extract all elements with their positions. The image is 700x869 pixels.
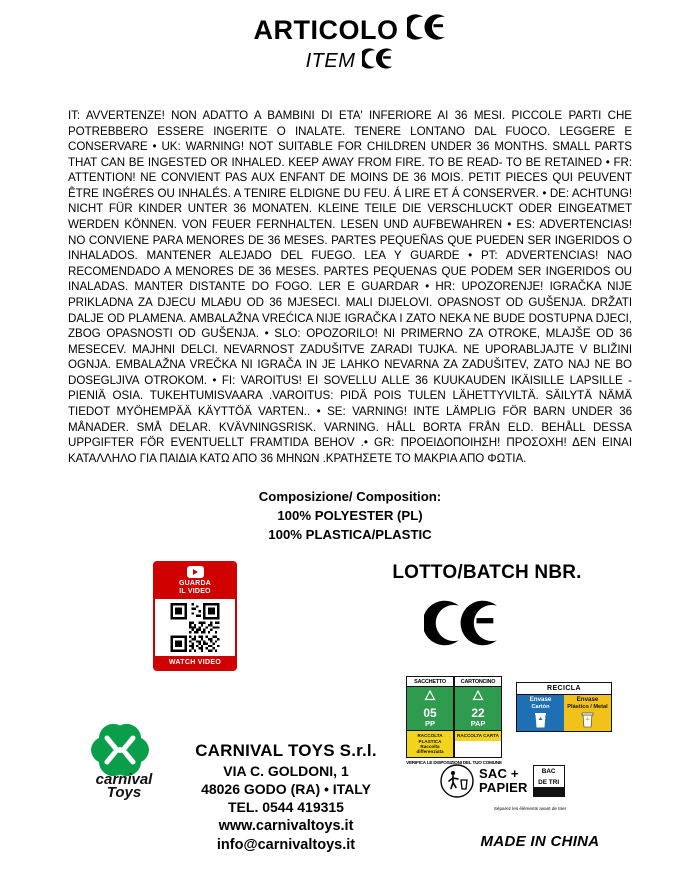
recycling-plastic-footer-2: Raccolta differenziata <box>416 744 444 755</box>
sac-papier-text <box>479 767 528 794</box>
watch-video-badge[interactable] <box>153 561 237 671</box>
recycle-bin-icon <box>533 711 548 728</box>
recycling-plastic-number: 05 <box>423 706 437 720</box>
page-header <box>0 0 700 75</box>
recycle-triangle-icon <box>470 690 486 702</box>
recycling-plastic-title: SACCHETTO <box>407 677 453 687</box>
recycling-paper-footer <box>455 730 501 740</box>
sac-line-1: SAC + <box>479 766 519 782</box>
recycling-plastic-footer <box>407 730 453 756</box>
recicla-carton-line2: Cartón <box>531 703 550 710</box>
bac-bar <box>534 787 564 796</box>
composition-line-2: 100% PLASTICA/PLASTIC <box>268 527 432 543</box>
video-badge-top <box>155 563 235 599</box>
ce-mark-icon <box>407 14 447 47</box>
recycling-verifica-note: VERIFICA LE DISPOSIZIONI DEL TUO COMUNE <box>406 759 502 765</box>
company-name: CARNIVAL TOYS S.r.l. <box>195 741 377 760</box>
bac-de-tri-box <box>533 765 565 797</box>
recicla-plastico-cell <box>564 694 611 731</box>
throw-in-bin-icon <box>440 764 474 798</box>
recycling-plastic-body <box>407 687 453 730</box>
company-info <box>176 740 396 854</box>
made-in-label: MADE IN CHINA <box>480 833 600 850</box>
bac-line-1: BAC <box>541 768 556 776</box>
recycling-paper-body <box>455 687 501 730</box>
video-badge-top-line2: IL VIDEO <box>179 588 211 596</box>
recicla-carton-line1: Envase <box>529 696 552 703</box>
recycling-paper-cell <box>454 676 502 758</box>
composition-label: Composizione/ Composition: <box>258 489 442 504</box>
recicla-plastico-line2: Plástico / Metal <box>567 703 608 710</box>
company-city: 48026 GODO (RA) • ITALY <box>201 781 371 798</box>
company-tel: TEL. 0544 419315 <box>228 799 344 816</box>
carnival-toys-logo-icon <box>76 722 172 800</box>
header-title-it: ARTICOLO <box>253 15 399 45</box>
ce-mark-large-icon <box>424 600 506 651</box>
video-badge-top-line1: GUARDA <box>179 580 211 587</box>
video-badge-bottom: WATCH VIDEO <box>155 656 235 669</box>
recicla-title: RECICLA <box>547 685 581 692</box>
recicla-plastico-line1: Envase <box>576 696 599 703</box>
batch-number-label: LOTTO/BATCH NBR. <box>392 562 582 583</box>
company-website[interactable]: www.carnivaltoys.it <box>218 817 354 834</box>
recycle-triangle-icon <box>422 690 438 702</box>
company-logo <box>76 722 172 805</box>
recycling-paper-abbr: PAP <box>470 718 486 728</box>
ce-mark-icon-small <box>362 48 394 75</box>
recycling-plastic-abbr: PP <box>424 718 435 728</box>
warnings-text: IT: AVVERTENZE! NON ADATTO A BAMBINI DI ETA' INFERIORE AI 36 MESI. PICCOLE PARTI CHE POTREBBERO ESSERE INGERITE O INALATE. TENERE LONTANO DAL FUOCO. LEGGERE E CONSERVARE • UK: WARNING! NOT SUITABLE FOR CHILDREN UNDER 36 MONTHS. SMALL PARTS THAT CAN BE INGESTED OR INHALED. KEEP AWAY FROM FIRE. TO BE READ- TO BE RETAINED • FR: ATTENTION! NE CONVIENT PAS AUX ENFANT DE MOINS DE 36 MOIS. PETIT PIECES QUI PEUVENT ÊTRE INGÉRES OU INHALÉS. A TENIRE ELDIGNE DU FEU. Á LIRE ET Á CONSERVER. • DE: ACHTUNG! NICHT FÜR KINDER UNTER 36 MONATEN. KLEINE TEILE DIE VERSCHLUCKT ODER EINGEATMET WERDEN KÖNNEN. VON FEUER FERNHALTEN. LESEN UND AUFBEWAHREN • ES: ADVERTENCIAS! NO CONVIENE PARA MENORES DE 36 MESES. PARTES PEQUEÑAS QUE PUEDEN SER INGERIDOS O INHALADOS. MANTENER ALEJADO DEL FUEGO. LEA Y GUARDE • PT: ADVERTENCIAS! NAO RECOMENDADO A MENORES DE 36 MESES. PARTES PEQUENAS QUE PODEM SER INGERIDOS OU INALADAS. MANTER DISTANTE DO FOGO. LER E GUARDAR • HR: UPOZORENJE! IGRAČKA NIJE PRIKLADNA ZA DJECU MLAĐU OD 36 MJESECI. MALI DIJELOVI. OPASNOST OD GUŠENJA. DRŽATI DALJE OD PLAMENA. AMBALAŽNA VREĆICA NIJE IGRAČKA I ZATO NEKA NE BUDE DOSTUPNA DJECI, ZBOG OPASNOSTI OD GUŠENJA. • SLO: OPOZORILO! NI PRIMERNO ZA OTROKE, MLAJŠE OD 36 MESECEV. MAJHNI DELCI. NEVARNOST ZADUŠITVE ZARADI TUJKA. NE UPORABLJAJTE V BLIŽINI OGNJA. EMBALAŽNA VREČKA NI IGRAČA IN JE LAHKO NEVARNA ZA ZADUŠITEV, ZATO NAJ NE BO DOSEGLJIVA OTROKOM. • FI: VAROITUS! EI SOVELLU ALLE 36 KUUKAUDEN IKÄISILLE LAPSILLE - PIENIÄ OSIA. TUKEHTUMISVAARA .VAROITUS: PIDÄ POIS TULEN LÄHETTYVILTÄ. SÄILYTÄ NÄMÄ TIEDOT MYÖHEMPÄÄ KÄYTTÖÄ VARTEN.. • SE: VARNING! INTE LÄMPLIG FÖR BARN UNDER 36 MÅNADER. SMÅ DELAR. KVÄVNINGSRISK. VARNING. HÅLL BORTA FRÅN ELD. BEHÅLL DESSA UPPGIFTER FÖR EVENTUELLT FRAMTIDA BEHOV .• GR: ΠΡΟΕΙΔΟΠΟΙΗΣΗ! ΠΡΟΣΟΧΗ! ΔΕΝ ΕΙΝΑΙ ΚΑΤΑΛΛΗΛΟ ΓΙΑ ΠΑΙΔΙΑ ΚΑΤΩ ΑΠΟ 36 ΜΗΝΩΝ .ΚΡΑΤΗΣΕΤΕ ΤΟ ΜΑΚΡΙΑ ΑΠΟ ΦΩΤΙΑ. <box>68 109 632 465</box>
recicla-block <box>516 682 612 732</box>
recicla-carton-cell <box>517 694 564 731</box>
recycling-pair <box>406 676 502 758</box>
recycling-italy-block <box>406 676 502 765</box>
header-line-it <box>0 14 700 47</box>
company-address: VIA C. GOLDONI, 1 <box>223 763 349 780</box>
composition-block <box>0 487 700 544</box>
recycling-plastic-footer-1: RACCOLTA PLASTICA <box>417 733 443 744</box>
svg-text:Toys: Toys <box>106 784 142 800</box>
sac-papier-block <box>440 764 565 798</box>
recycling-paper-title: CARTONCINO <box>455 677 501 687</box>
sac-line-2: PAPIER <box>479 780 528 795</box>
svg-text:carnival: carnival <box>95 771 153 788</box>
company-email[interactable]: info@carnivaltoys.it <box>216 836 356 853</box>
recycling-paper-footer-1: RACCOLTA CARTA <box>457 733 499 739</box>
recycling-plastic-cell <box>406 676 454 758</box>
youtube-icon <box>187 566 204 578</box>
qr-code-icon[interactable] <box>164 603 226 652</box>
header-title-en: ITEM <box>305 50 356 72</box>
recycling-paper-number: 22 <box>471 706 485 720</box>
composition-line-1: 100% POLYESTER (PL) <box>277 508 423 524</box>
header-line-en <box>0 48 700 75</box>
recicla-cells <box>517 694 611 731</box>
bac-line-2: DE TRI <box>538 778 560 786</box>
sac-papier-note: Séparez les éléments avant de trier <box>493 806 567 811</box>
recycle-bin-icon <box>580 711 595 728</box>
